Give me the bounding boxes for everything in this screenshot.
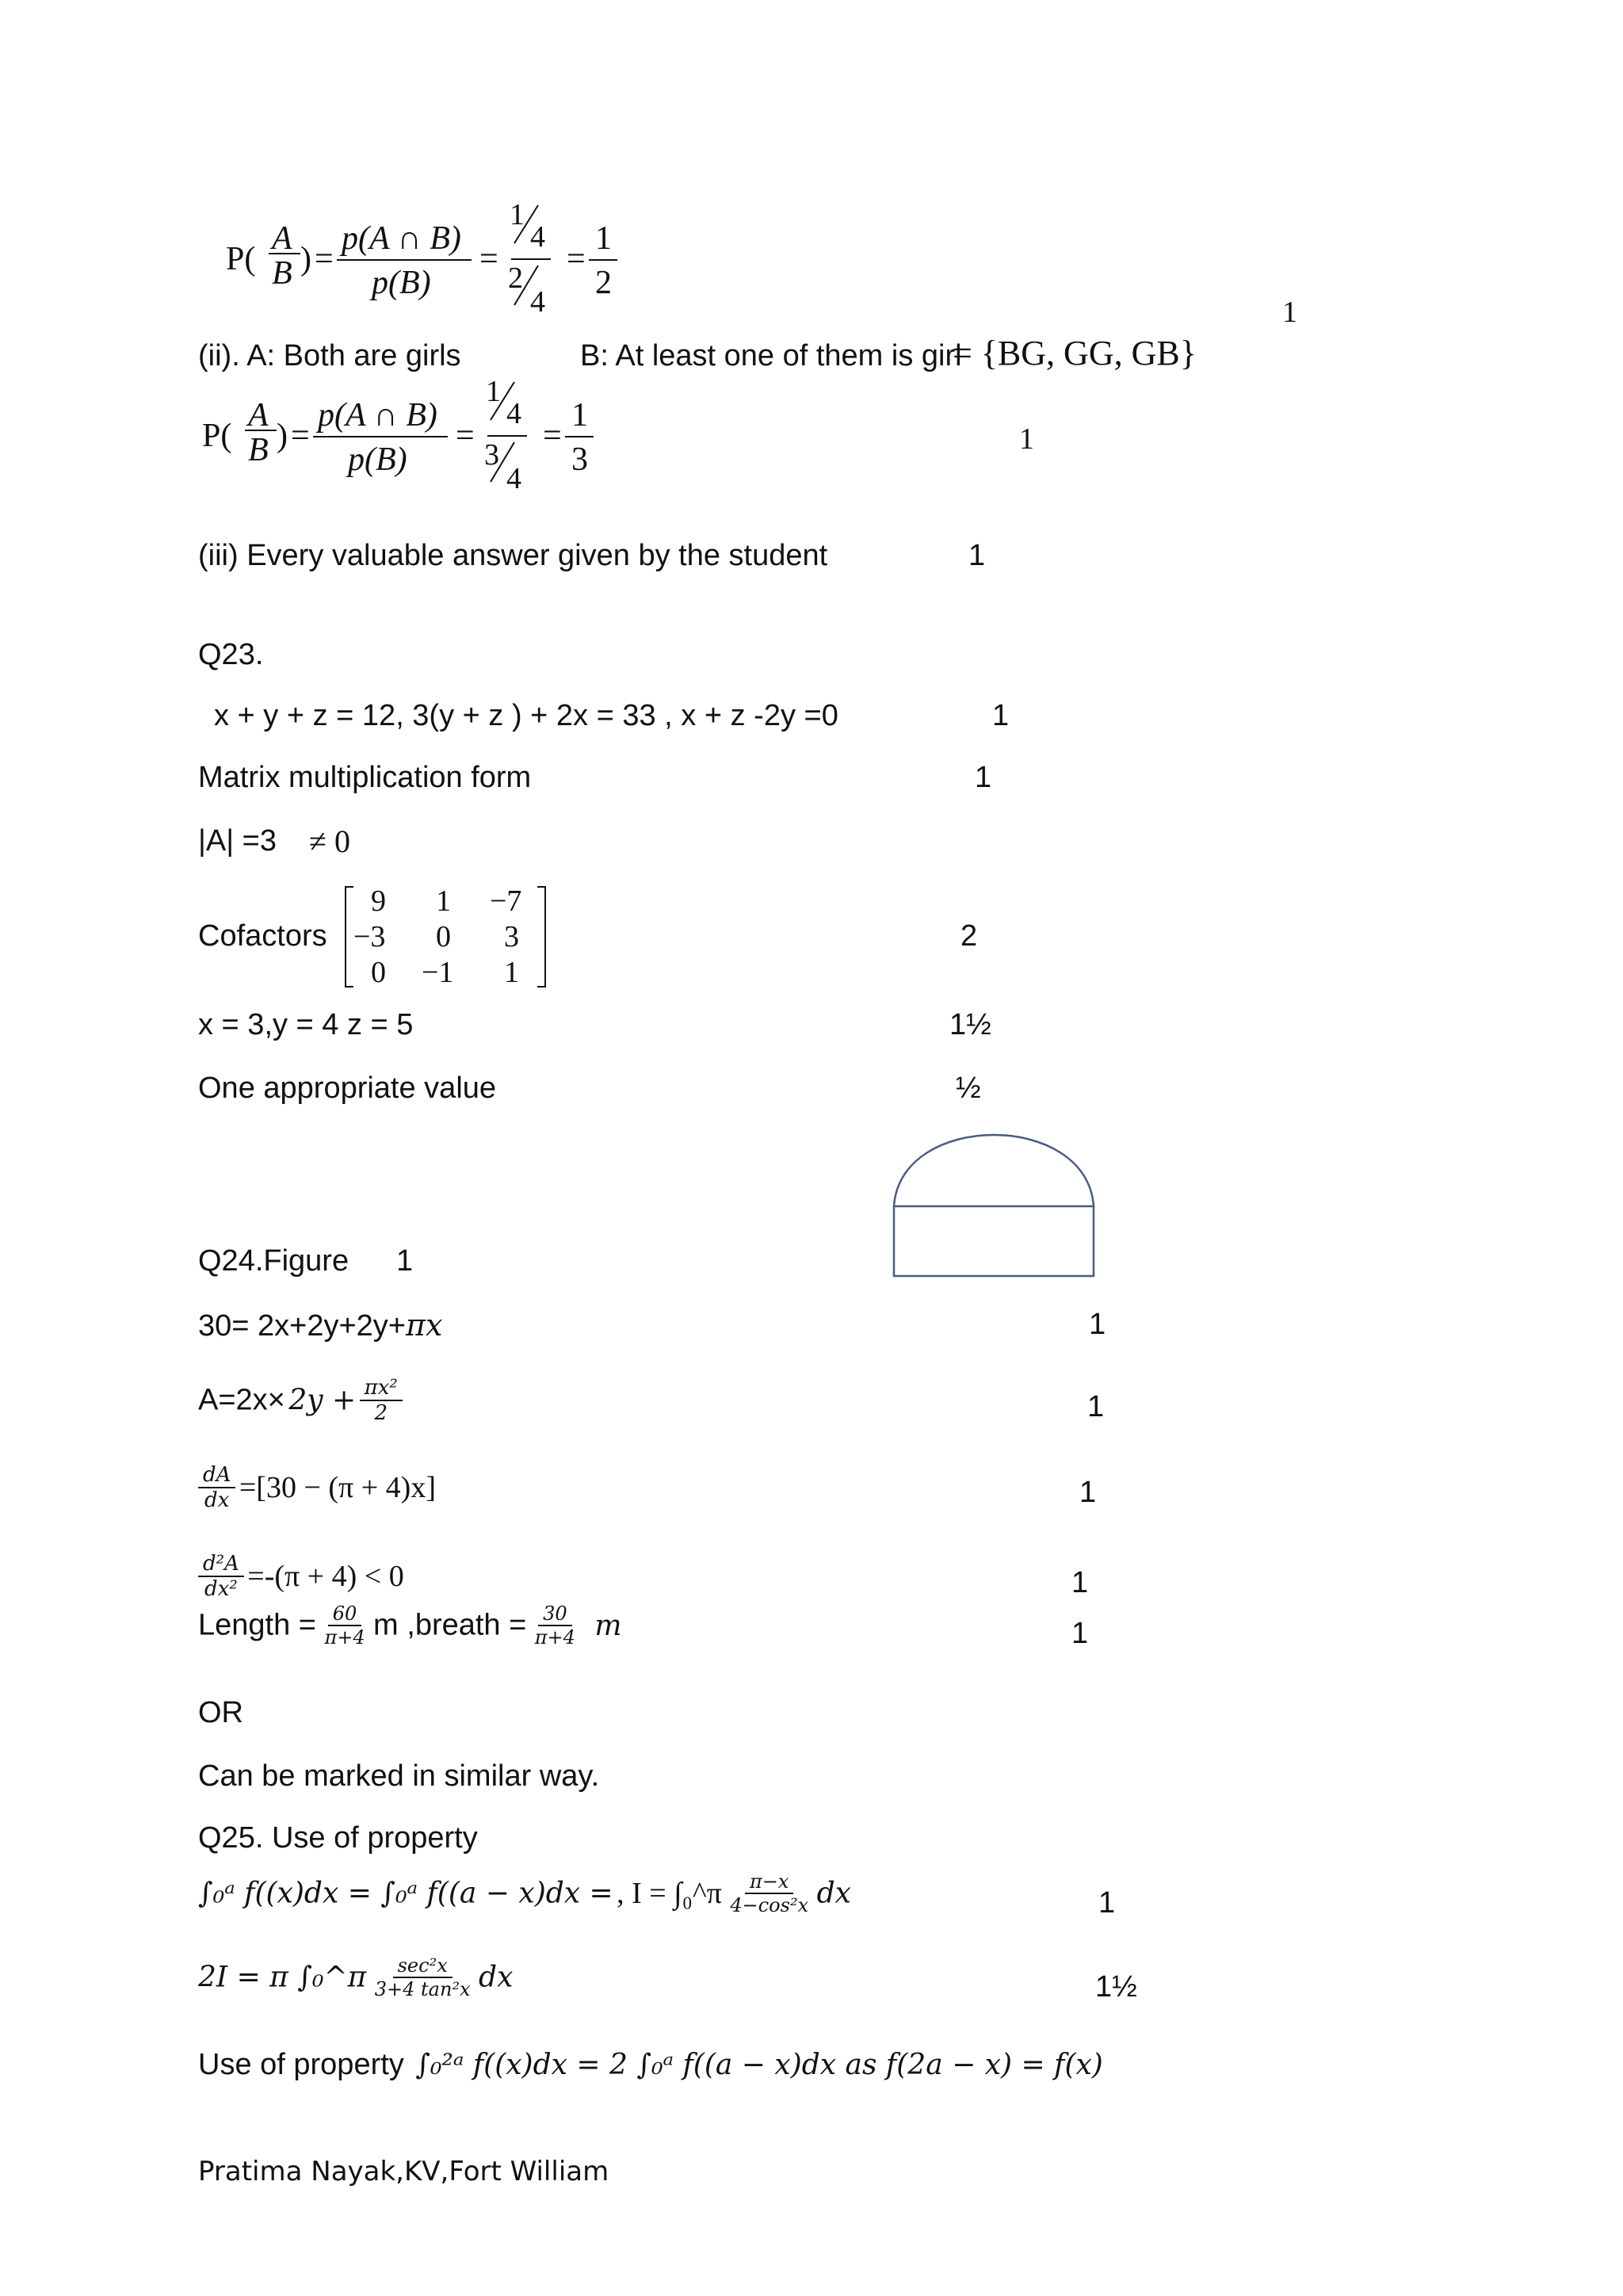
- q23-value-mark: ½: [956, 1072, 981, 1105]
- part-ii-event-b: B: At least one of them is girl: [580, 339, 962, 372]
- q23-determinant: |A| =3: [198, 824, 277, 858]
- q23-cofactors-label: Cofactors: [198, 919, 327, 953]
- part-ii-set: = {BG, GG, GB}: [953, 334, 1197, 372]
- cofactor-cell: 0: [436, 920, 451, 953]
- cofactor-cell: −1: [422, 956, 454, 989]
- q24-similar: Can be marked in similar way.: [198, 1759, 600, 1793]
- part-ii-label: (ii). A: Both are girls: [198, 339, 461, 372]
- q24-perimeter: 30= 2x+2y+2y+πx: [198, 1308, 443, 1343]
- q24-perimeter-mark: 1: [1089, 1308, 1106, 1341]
- q24-area-mark: 1: [1087, 1390, 1105, 1423]
- q25-two-i-mark: 1½: [1095, 1970, 1137, 2004]
- cofactor-cell: 0: [371, 956, 386, 989]
- cofactor-cell: −7: [490, 884, 522, 918]
- q24-second-derivative-mark: 1: [1071, 1566, 1089, 1599]
- q23-det-not-zero: ≠ 0: [309, 823, 350, 859]
- q24-second-derivative: $\frac{\text{d²A}}{\text{dx²}}$ =-(π + 4) < 0: [198, 1552, 404, 1601]
- q23-title: Q23.: [198, 638, 264, 671]
- cofactor-cell: 1: [504, 956, 519, 989]
- q24-dimensions: Length = $\frac{60}{\pi+4}$ m ,breath = $\frac{30}{\pi+4}$ m: [198, 1603, 622, 1648]
- q23-equations: x + y + z = 12, 3(y + z ) + 2x = 33 , x + z -2y =0: [214, 699, 838, 732]
- cofactor-cell: 1: [436, 884, 451, 918]
- q24-area: A=2x× 2y + $\frac{\text{πx²}}{2}$: [198, 1376, 403, 1425]
- q23-matrix-form: Matrix multiplication form: [198, 761, 532, 794]
- q23-matrix-form-mark: 1: [975, 761, 992, 794]
- mark-part-i: 1: [1282, 296, 1297, 329]
- q23-solution: x = 3,y = 4 z = 5: [198, 1008, 414, 1041]
- q23-solution-mark: 1½: [949, 1008, 991, 1041]
- q25-title: Q25. Use of property: [198, 1821, 478, 1855]
- q23-value: One appropriate value: [198, 1072, 497, 1105]
- conditional-probability-2: P( A B ) = p(A ∩ B) p(B) = 1 4 3 4 = 1 3: [202, 379, 614, 506]
- cofactor-cell: −3: [353, 920, 386, 953]
- q24-figure-label: Q24.Figure: [198, 1244, 349, 1278]
- q24-figure-mark: 1: [396, 1244, 414, 1278]
- q25-property-1: ∫₀ᵃ f((x)dx = ∫₀ᵃ f((a − x)dx = , I = ∫₀^π $\frac{\pi-x}{\text{4−cos²x}}$ dx: [198, 1870, 851, 1916]
- mark-part-ii: 1: [1019, 422, 1034, 456]
- q23-cofactor-matrix: [342, 884, 548, 991]
- q25-property-2: Use of property ∫₀²ᵃ f((x)dx = 2 ∫₀ᵃ f((a − x)dx as f(2a − x) = f(x): [198, 2048, 1103, 2081]
- q24-or: OR: [198, 1696, 243, 1729]
- q25-property-1-mark: 1: [1098, 1886, 1116, 1920]
- window-figure: [892, 1133, 1095, 1279]
- cofactor-cell: 9: [371, 884, 386, 918]
- q23-equations-mark: 1: [992, 699, 1010, 732]
- q24-first-derivative: $\frac{dA}{dx}$ =[30 − (π + 4)x]: [198, 1463, 436, 1512]
- mark-part-iii: 1: [968, 539, 986, 572]
- page-footer: Pratima Nayak,KV,Fort William: [198, 2156, 609, 2187]
- q25-two-i: 2I = π ∫₀^π $\frac{\text{sec²x}}{\text{3+4 tan²x}}$ dx: [198, 1954, 514, 2000]
- cofactor-cell: 3: [504, 920, 519, 953]
- part-iii-text: (iii) Every valuable answer given by the student: [198, 539, 828, 572]
- conditional-probability-1: P( A B ) = p(A ∩ B) p(B) = 1 4 2 4 = 1 2: [226, 202, 638, 329]
- q24-first-derivative-mark: 1: [1079, 1476, 1097, 1509]
- q23-cofactors-mark: 2: [960, 919, 978, 953]
- q24-dimensions-mark: 1: [1071, 1617, 1089, 1650]
